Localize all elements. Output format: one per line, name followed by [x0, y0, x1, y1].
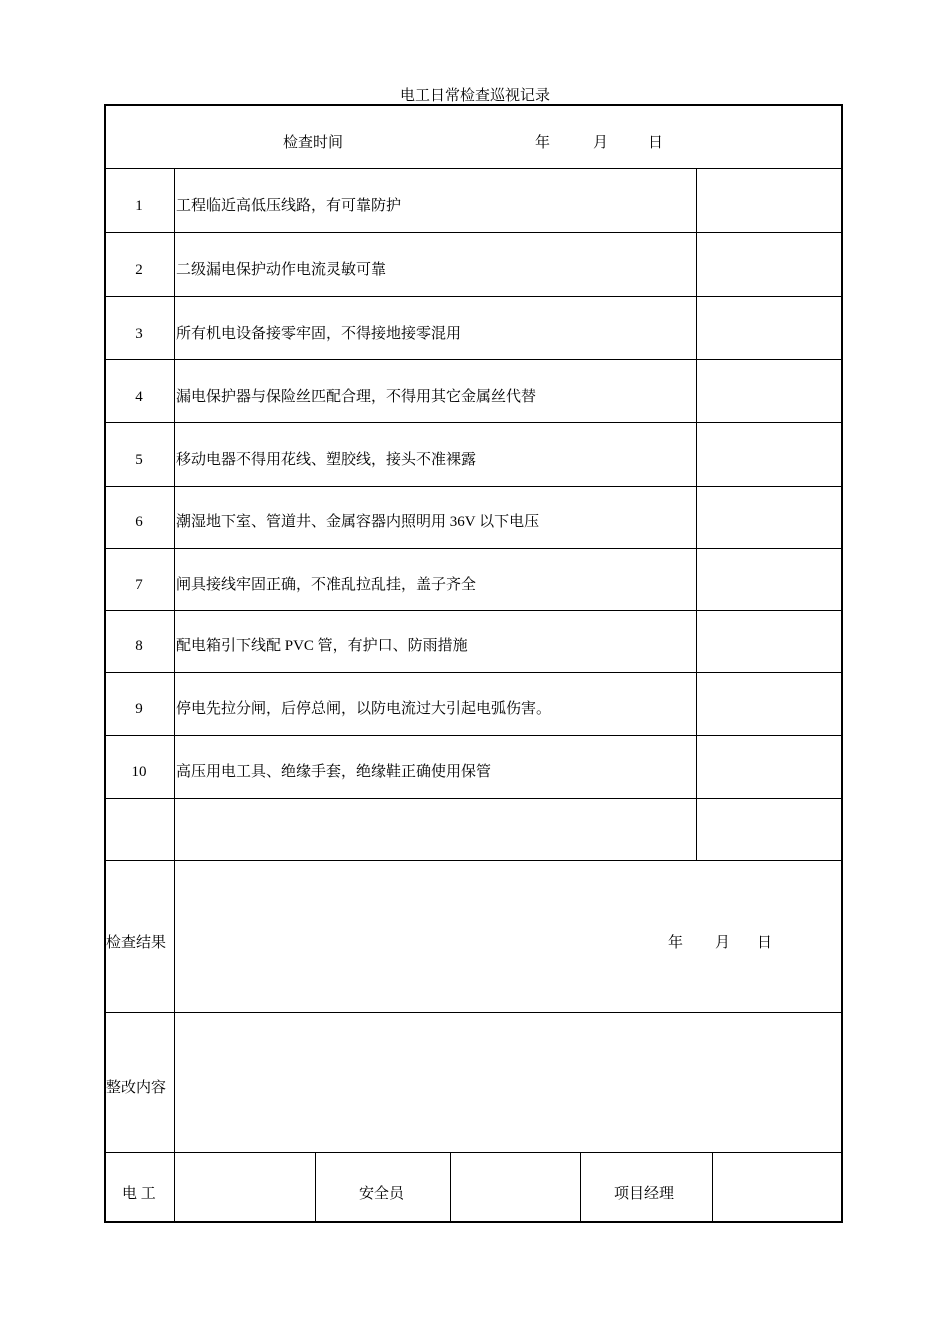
item-number: 2: [135, 262, 143, 278]
header-year-label: 年: [535, 135, 551, 151]
item-text: 闸具接线牢固正确，不准乱拉乱挂，盖子齐全: [176, 577, 477, 593]
row-divider: [104, 422, 843, 423]
item-text: 配电箱引下线配 PVC 管，有护口、防雨措施: [176, 638, 468, 654]
item-text: 漏电保护器与保险丝匹配合理，不得用其它金属丝代替: [176, 389, 537, 405]
result-month-label: 月: [715, 935, 731, 951]
row-divider: [104, 232, 843, 233]
column-divider: [450, 1152, 451, 1222]
row-divider: [104, 798, 843, 799]
row-divider: [104, 168, 843, 169]
safety-officer-label: 安全员: [359, 1186, 405, 1202]
result-day-label: 日: [757, 935, 773, 951]
header-day-label: 日: [648, 135, 664, 151]
project-manager-label: 项目经理: [614, 1186, 675, 1202]
row-divider: [104, 735, 843, 736]
rectification-label: 整改内容: [106, 1080, 167, 1096]
item-number: 10: [131, 764, 147, 780]
column-divider: [315, 1152, 316, 1222]
result-year-label: 年: [668, 935, 684, 951]
item-text: 所有机电设备接零牢固，不得接地接零混用: [176, 326, 462, 342]
item-number: 1: [135, 198, 143, 214]
electrician-label: 电 工: [122, 1186, 156, 1202]
row-divider: [104, 610, 843, 611]
row-divider: [104, 860, 843, 861]
item-number: 4: [135, 389, 143, 405]
row-divider: [104, 672, 843, 673]
row-divider: [104, 296, 843, 297]
item-number: 3: [135, 326, 143, 342]
row-divider: [104, 548, 843, 549]
item-number: 7: [135, 577, 143, 593]
item-number: 9: [135, 701, 143, 717]
row-divider: [104, 1012, 843, 1013]
column-divider: [712, 1152, 713, 1222]
item-text: 潮湿地下室、管道井、金属容器内照明用 36V 以下电压: [176, 514, 540, 530]
row-divider: [104, 1152, 843, 1153]
column-divider: [580, 1152, 581, 1222]
item-text: 高压用电工具、绝缘手套，绝缘鞋正确使用保管: [176, 764, 492, 780]
column-divider: [696, 168, 697, 860]
result-label: 检查结果: [106, 935, 167, 951]
column-divider: [174, 168, 175, 1222]
item-text: 停电先拉分闸，后停总闸，以防电流过大引起电弧伤害。: [176, 701, 552, 717]
item-number: 8: [135, 638, 143, 654]
row-divider: [104, 359, 843, 360]
document-title: 电工日常检查巡视记录: [399, 88, 550, 104]
item-number: 6: [135, 514, 143, 530]
inspection-time-label: 检查时间: [283, 135, 344, 151]
header-month-label: 月: [593, 135, 609, 151]
item-text: 二级漏电保护动作电流灵敏可靠: [176, 262, 387, 278]
row-divider: [104, 486, 843, 487]
item-text: 移动电器不得用花线、塑胶线，接头不准裸露: [176, 452, 477, 468]
item-text: 工程临近高低压线路，有可靠防护: [176, 198, 402, 214]
item-number: 5: [135, 452, 143, 468]
